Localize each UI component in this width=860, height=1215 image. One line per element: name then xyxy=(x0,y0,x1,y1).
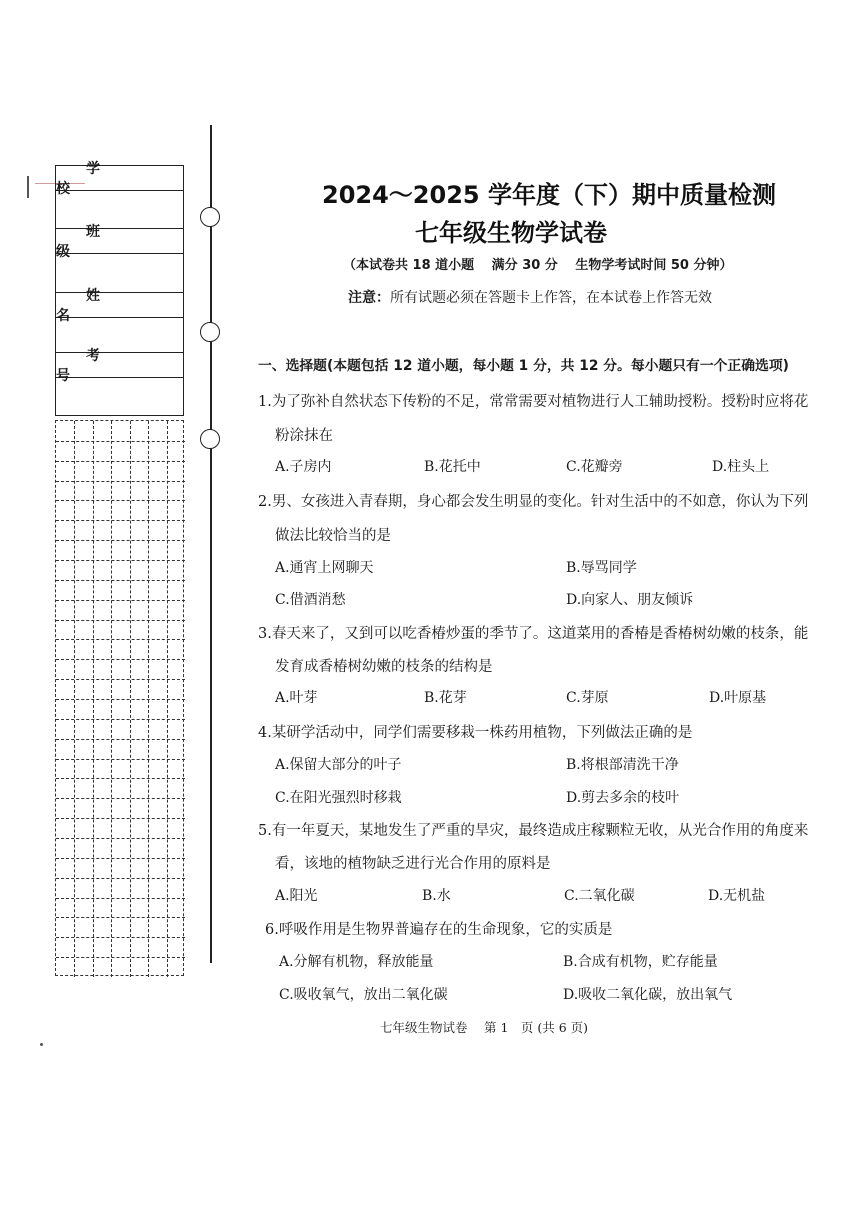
exam-title: 2024～2025 学年度（下）期中质量检测 xyxy=(322,181,776,209)
notice-label: 注意： xyxy=(348,290,390,306)
binding-hole xyxy=(200,322,220,342)
scan-mark xyxy=(27,176,29,198)
grid-row-line xyxy=(56,560,185,561)
question-6-option-c[interactable]: C.吸收氧气，放出二氧化碳 xyxy=(279,987,448,1003)
question-4-line-1: 4.某研学活动中，同学们需要移栽一株药用植物，下列做法正确的是 xyxy=(258,725,693,741)
section-heading: 一、选择题(本题包括 12 道小题，每小题 1 分，共 12 分。每小题只有一个正确选项) xyxy=(258,358,789,374)
question-5-option-a[interactable]: A.阳光 xyxy=(275,888,318,904)
question-4-option-d[interactable]: D.剪去多余的枝叶 xyxy=(566,790,680,806)
scan-mark xyxy=(40,1043,43,1046)
grid-row-line xyxy=(56,441,185,442)
notice-text: 所有试题必须在答题卡上作答，在本试卷上作答无效 xyxy=(390,290,712,306)
grid-row-line xyxy=(56,699,185,700)
grid-row-line xyxy=(56,659,185,660)
grid-row-line xyxy=(56,719,185,720)
grid-row-line xyxy=(56,858,185,859)
grid-row-line xyxy=(56,620,185,621)
school-label: 学 校 xyxy=(56,166,183,191)
question-6-line-1: 6.呼吸作用是生物界普遍存在的生命现象，它的实质是 xyxy=(265,922,613,938)
question-6-option-a[interactable]: A.分解有机物，释放能量 xyxy=(279,954,434,970)
question-2-line-1: 2.男、女孩进入青春期，身心都会发生明显的变化。针对生活中的不如意，你认为下列 xyxy=(258,494,809,510)
question-1-option-a[interactable]: A.子房内 xyxy=(275,459,332,475)
question-4-option-b[interactable]: B.将根部清洗干净 xyxy=(566,757,679,773)
exam-subtitle: 七年级生物学试卷 xyxy=(415,219,607,247)
question-5-option-d[interactable]: D.无机盐 xyxy=(708,888,766,904)
grid-row-line xyxy=(56,461,185,462)
exam-meta: （本试卷共 18 道小题 满分 30 分 生物学考试时间 50 分钟） xyxy=(343,258,733,273)
question-1-option-d[interactable]: D.柱头上 xyxy=(712,459,770,475)
grid-row-line xyxy=(56,481,185,482)
grid-row-line xyxy=(56,600,185,601)
grid-row-line xyxy=(56,878,185,879)
binding-hole xyxy=(200,429,220,449)
question-5-line-2: 看，该地的植物缺乏进行光合作用的原料是 xyxy=(275,856,551,872)
grid-row-line xyxy=(56,739,185,740)
question-5-option-c[interactable]: C.二氧化碳 xyxy=(564,888,635,904)
grid-row-line xyxy=(56,818,185,819)
grid-row-line xyxy=(56,639,185,640)
grid-row-line xyxy=(56,898,185,899)
question-1-line-1: 1.为了弥补自然状态下传粉的不足，常常需要对植物进行人工辅助授粉。授粉时应将花 xyxy=(258,394,809,410)
question-2-option-d[interactable]: D.向家人、朋友倾诉 xyxy=(566,592,694,608)
exam-number-blank[interactable] xyxy=(56,378,183,416)
binding-hole xyxy=(200,207,220,227)
grid-row-line xyxy=(56,759,185,760)
grid-row-line xyxy=(56,679,185,680)
grid-row-line xyxy=(56,540,185,541)
question-2-option-c[interactable]: C.借酒消愁 xyxy=(275,592,346,608)
grid-row-line xyxy=(56,937,185,938)
question-2-option-b[interactable]: B.辱骂同学 xyxy=(566,560,637,576)
class-label: 班 级 xyxy=(56,229,183,254)
student-info-table xyxy=(55,161,184,416)
question-1-option-c[interactable]: C.花瓣旁 xyxy=(566,459,623,475)
grid-row-line xyxy=(56,520,185,521)
question-3-option-d[interactable]: D.叶原基 xyxy=(709,690,767,706)
question-5-line-1: 5.有一年夏天，某地发生了严重的旱灾，最终造成庄稼颗粒无收，从光合作用的角度来 xyxy=(258,823,809,839)
grid-row-line xyxy=(56,580,185,581)
grid-row-line xyxy=(56,798,185,799)
binding-line xyxy=(210,125,212,963)
question-1-line-2: 粉涂抹在 xyxy=(275,428,333,444)
grid-row-line xyxy=(56,957,185,958)
grid-row-line xyxy=(56,500,185,501)
grid-row-line xyxy=(56,778,185,779)
question-4-option-a[interactable]: A.保留大部分的叶子 xyxy=(275,757,402,773)
question-1-option-b[interactable]: B.花托中 xyxy=(424,459,481,475)
question-2-option-a[interactable]: A.通宵上网聊天 xyxy=(275,560,374,576)
page-footer: 七年级生物试卷 第 1 页 (共 6 页) xyxy=(380,1020,589,1035)
question-3-line-1: 3.春天来了，又到可以吃香椿炒蛋的季节了。这道菜用的香椿是香椿树幼嫩的枝条，能 xyxy=(258,626,809,642)
grid-row-line xyxy=(56,838,185,839)
question-6-option-b[interactable]: B.合成有机物，贮存能量 xyxy=(563,954,718,970)
notice xyxy=(348,287,712,307)
question-3-option-c[interactable]: C.芽原 xyxy=(566,690,609,706)
exam-number-label: 考 号 xyxy=(56,353,183,378)
question-3-line-2: 发育成香椿树幼嫩的枝条的结构是 xyxy=(275,659,493,675)
question-2-line-2: 做法比较恰当的是 xyxy=(275,528,391,544)
grid-row-line xyxy=(56,917,185,918)
name-label: 姓 名 xyxy=(56,293,183,318)
question-3-option-b[interactable]: B.花芽 xyxy=(424,690,467,706)
question-4-option-c[interactable]: C.在阳光强烈时移栽 xyxy=(275,790,402,806)
question-3-option-a[interactable]: A.叶芽 xyxy=(275,690,318,706)
question-5-option-b[interactable]: B.水 xyxy=(422,888,451,904)
answer-grid xyxy=(55,420,184,976)
question-6-option-d[interactable]: D.吸收二氧化碳，放出氧气 xyxy=(563,987,733,1003)
